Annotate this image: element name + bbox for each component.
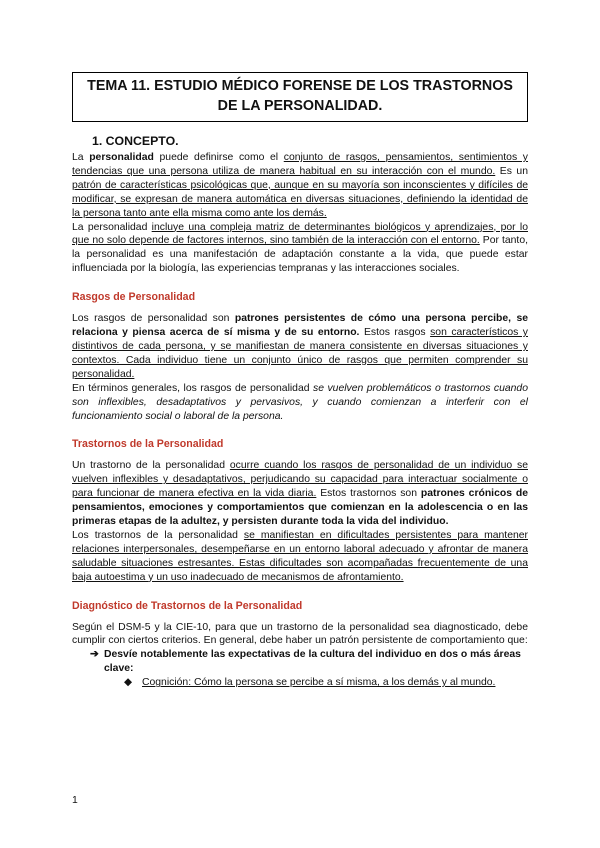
text: Los trastornos de la personalidad [72,529,244,541]
text: La personalidad [72,221,152,233]
heading-diagnostico: Diagnóstico de Trastornos de la Personalidad [72,599,303,612]
text: Estos rasgos [359,327,431,339]
diamond-bullet-icon: ◆ [124,677,132,689]
heading-concepto: 1. CONCEPTO. [92,134,179,148]
title-line-2: DE LA PERSONALIDAD. [217,98,383,114]
text: Estos trastornos son [316,488,421,500]
text-bold: personalidad [89,152,154,163]
text-underlined: son característicos y distintivos de cada persona, y se manifiestan de manera consistente en diversas situaciones y contextos. Cada individuo tiene un conjunto único de rasgos que permiten comprender su personalidad. [72,327,528,380]
paragraph-rasgos-2 [72,382,528,424]
page-number: 1 [72,795,78,806]
text-bold: patrones persistentes de cómo una persona percibe, se relaciona y piensa acerca de sí misma y de su entorno. [72,313,528,339]
paragraph-diagnostico-1: Según el DSM-5 y la CIE-10, para que un trastorno de la personalidad sea diagnosticado, debe cumplir con ciertos criterios. En general, debe haber un patrón persistente de comportamiento que: [72,621,528,647]
title-line-1: TEMA 11. ESTUDIO MÉDICO FORENSE DE LOS TRASTORNOS [87,78,513,94]
text: puede definirse como el [153,152,284,163]
paragraph-trastornos-1 [72,459,528,529]
text-underlined: se manifiestan en dificultades persistentes para mantener relaciones interpersonales, desempeñarse en un entorno laboral adecuado y afrontar de manera saludable situaciones estresantes. Estas dificultades son acompañadas frecuentemente de una baja autoestima y un uso inadecuado de mecanismos de afrontamiento. [72,529,528,583]
list-item-text: Desvíe notablemente las expectativas de la cultura del individuo en dos o más áreas clave: [104,649,521,675]
document-title [72,72,528,122]
text: La [72,152,90,163]
paragraph-concepto-1 [72,151,528,221]
arrow-icon: ➔ [90,649,99,661]
list-item-text: Cognición: Cómo la persona se percibe a sí misma, a los demás y al mundo. [142,677,496,689]
heading-rasgos: Rasgos de Personalidad [72,291,196,304]
paragraph-concepto-2 [72,221,528,277]
text-bold: patrones crónicos de pensamientos, emociones y comportamientos que comienzan en la adolescencia o en las primeras etapas de la adultez, y persisten durante toda la vida del individuo. [72,488,529,528]
list-item [90,648,528,676]
text: Por tanto, la personalidad es una manifestación de adaptación constante a la vida, que puede estar influenciada por la biología, las experiencias tempranas y las interacciones sociales. [72,235,528,275]
list-item [124,676,528,690]
text: Los rasgos de personalidad son [72,313,235,325]
heading-trastornos: Trastornos de la Personalidad [72,438,224,451]
paragraph-rasgos-1 [72,312,528,382]
paragraph-trastornos-2 [72,529,528,585]
text: Es un [495,165,528,177]
text-underlined: incluye una compleja matriz de determinantes biológicos y aprendizajes, por lo que no solo depende de factores internos, sino también de la interacción con el entorno. [72,221,528,247]
text: En términos generales, los rasgos de personalidad [72,382,314,394]
text-underlined: conjunto de rasgos, pensamientos, sentimientos y tendencias que una persona utiliza de manera habitual en su interacción con el mundo. [72,152,528,177]
text: Un trastorno de la personalidad [72,460,230,472]
page [72,72,528,690]
text-italic: se vuelven problemáticos o trastornos cuando son inflexibles, desadaptativos y pervasivos, y cuando comienzan a interferir con el funcionamiento social o laboral de la persona. [72,382,528,422]
text-underlined: patrón de características psicológicas que, aunque en su mayoría son inconscientes y difíciles de modificar, se expresan de manera automática en diversas situaciones, definiendo la identidad de la persona tanto ante ella misma como ante los demás. [72,179,528,219]
text-underlined: ocurre cuando los rasgos de personalidad de un individuo se vuelven inflexibles y desadaptativos, perjudicando su capacidad para interactuar socialmente o para funcionar de manera efectiva en la vida diaria. [72,460,528,500]
